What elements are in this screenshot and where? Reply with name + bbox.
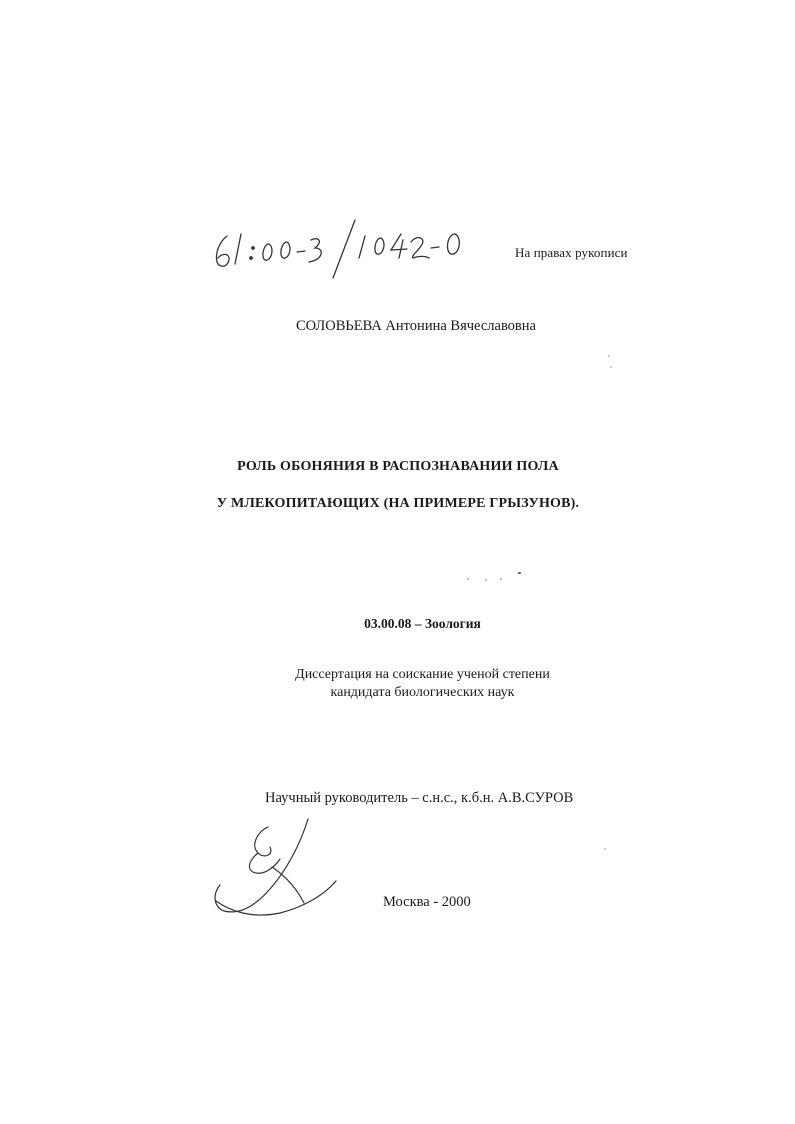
scan-speck (500, 578, 502, 580)
signature-icon (200, 815, 350, 930)
scan-speck (604, 848, 606, 850)
dissertation-title-line-1: РОЛЬ ОБОНЯНИЯ В РАСПОЗНАВАНИИ ПОЛА (237, 459, 559, 474)
scientific-supervisor: Научный руководитель – с.н.с., к.б.н. А.В.СУРОВ (265, 790, 574, 806)
degree-line-1: Диссертация на соискание ученой степени (295, 667, 550, 682)
handwritten-archive-code (205, 212, 495, 282)
specialty-code: 03.00.08 – Зоология (364, 616, 481, 631)
degree-line-2: кандидата биологических наук (330, 685, 515, 700)
scan-speck (467, 578, 469, 580)
scan-speck (518, 572, 521, 574)
scan-speck (485, 579, 487, 581)
city-and-year: Москва - 2000 (383, 894, 471, 910)
dissertation-title-line-2: У МЛЕКОПИТАЮЩИХ (НА ПРИМЕРЕ ГРЫЗУНОВ). (216, 496, 580, 511)
rights-note: На правах рукописи (515, 245, 628, 260)
scan-speck (610, 366, 612, 368)
scan-speck (608, 355, 610, 357)
author-name: СОЛОВЬЕВА Антонина Вячеславовна (296, 318, 536, 334)
